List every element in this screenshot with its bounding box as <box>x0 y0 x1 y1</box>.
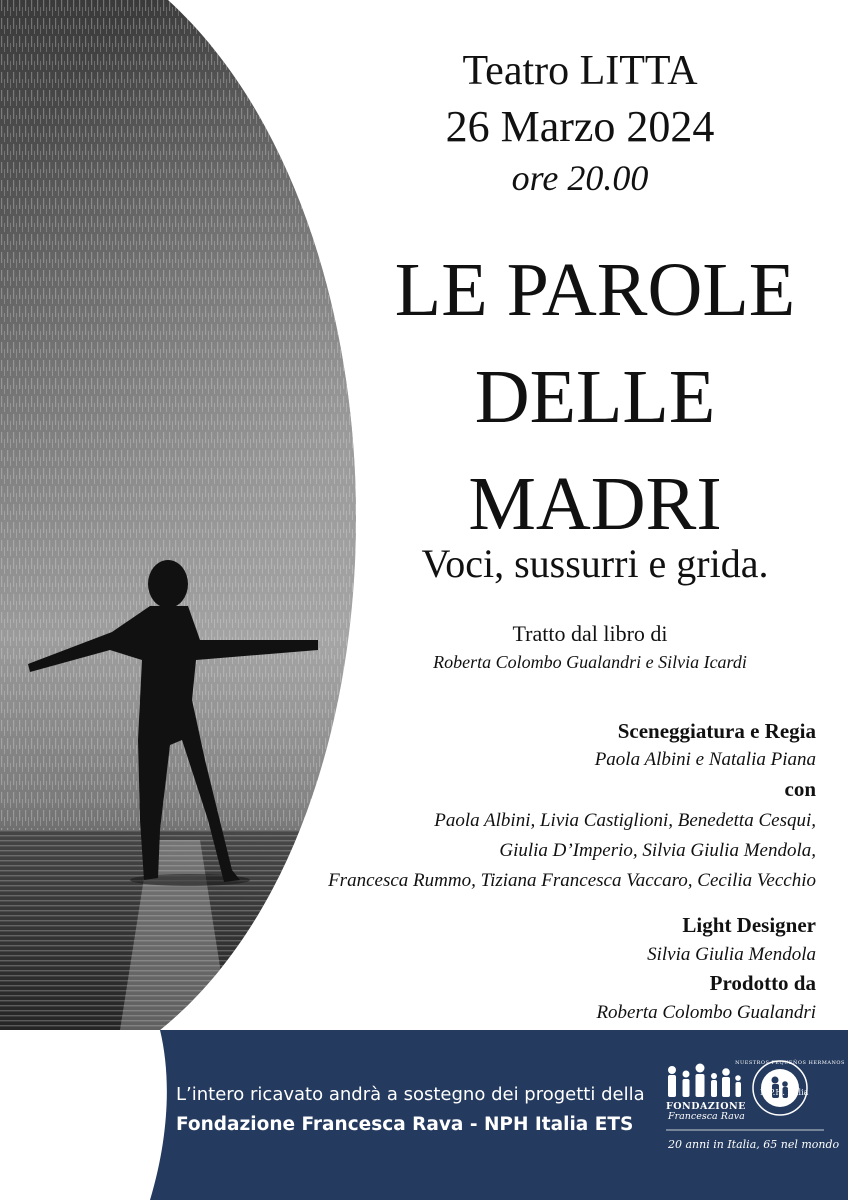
cast-line: Francesca Rummo, Tiziana Francesca Vaccaro, Cecilia Vecchio <box>328 870 816 891</box>
logo-fondazione: FONDAZIONE <box>666 1101 746 1112</box>
title-line-3: MADRI <box>468 462 722 546</box>
event-time: ore 20.00 <box>511 158 649 198</box>
cast-line: Paola Albini, Livia Castiglioni, Benedetta Cesqui, <box>434 810 816 831</box>
direction-names: Paola Albini e Natalia Piana <box>594 749 816 770</box>
direction-heading: Sceneggiatura e Regia <box>617 719 816 743</box>
title-line-1: LE PAROLE <box>394 248 796 332</box>
producer-name: Roberta Colombo Gualandri <box>596 1002 816 1023</box>
cast-heading: con <box>784 777 816 801</box>
logo-francesca-rava: Francesca Rava <box>668 1111 745 1122</box>
subtitle: Voci, sussurri e grida. <box>421 541 769 586</box>
venue: Teatro LITTA <box>462 48 698 94</box>
family-silhouette-icon <box>668 1064 741 1098</box>
logo-tagline: 20 anni in Italia, 65 nel mondo <box>668 1138 840 1151</box>
banner-line-2: Fondazione Francesca Rava - NPH Italia ETS <box>176 1114 634 1135</box>
light-designer-heading: Light Designer <box>682 913 816 937</box>
book-authors: Roberta Colombo Gualandri e Silvia Icardi <box>433 652 747 672</box>
banner-line-1: L’intero ricavato andrà a sostegno dei progetti della <box>176 1084 645 1105</box>
logo-nph-ring: NUESTROS PEQUEÑOS HERMANOS <box>735 1060 845 1066</box>
logo-nph-italia: N.P.H. Italia <box>760 1088 809 1097</box>
title-line-2: DELLE <box>474 355 716 439</box>
cast-list <box>216 806 816 896</box>
event-date: 26 Marzo 2024 <box>445 102 715 151</box>
light-designer-name: Silvia Giulia Mendola <box>647 944 816 965</box>
source-label: Tratto dal libro di <box>512 621 668 646</box>
cast-line: Giulia D’Imperio, Silvia Giulia Mendola, <box>499 840 816 861</box>
producer-heading: Prodotto da <box>709 971 816 995</box>
